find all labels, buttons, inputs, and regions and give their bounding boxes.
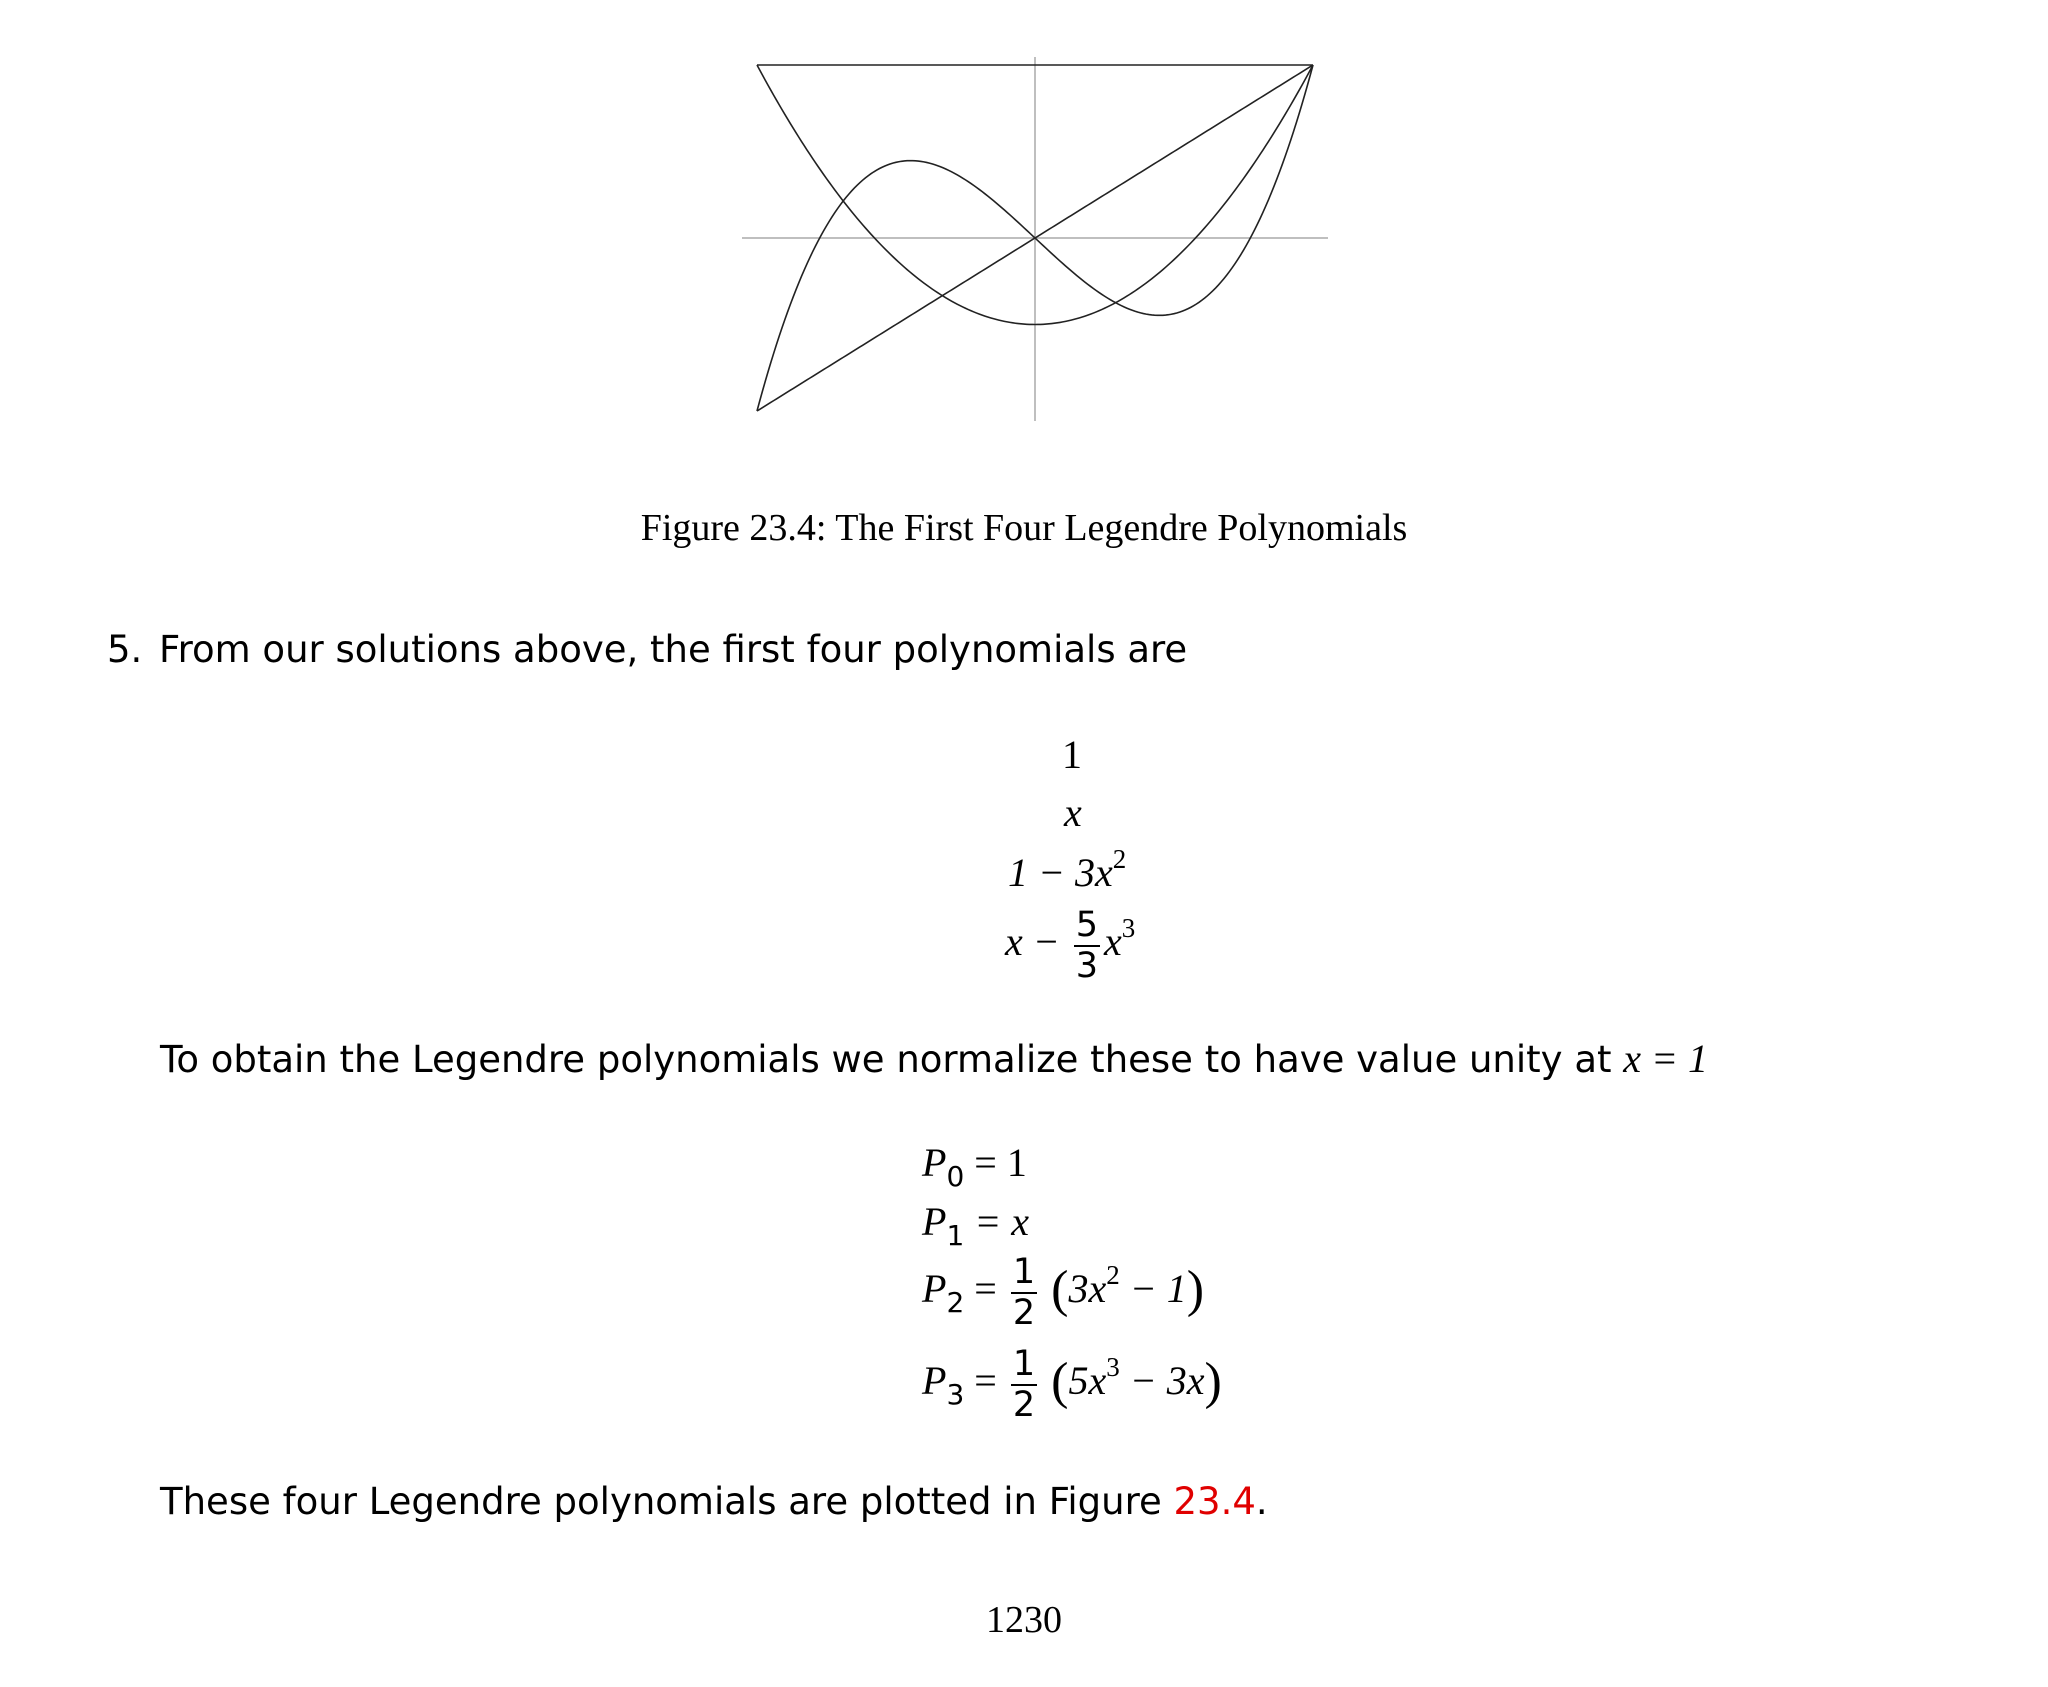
fraction-half: $\frac{1}{2}$: [1012, 1344, 1036, 1425]
legendre-figure: [737, 55, 1333, 425]
figure-caption: Figure 23.4: The First Four Legendre Polynomials: [640, 507, 1408, 549]
legendre-p0: $P_0 = 1$: [922, 1140, 1027, 1193]
solution-1: x: [1064, 790, 1082, 835]
fraction-half: $\frac{1}{2}$: [1012, 1252, 1036, 1333]
closing-paragraph: These four Legendre polynomials are plotted in Figure 23.4.: [160, 1480, 1268, 1523]
list-number: 5.: [107, 628, 143, 671]
solution-3: x − $\frac{5}{3}$ $x^3$: [1005, 905, 1136, 986]
normalize-math: x = 1: [1623, 1036, 1709, 1081]
solution-2: $1 - 3x^2$: [1008, 844, 1127, 895]
solution-0: 1: [1062, 732, 1082, 777]
list-text: From our solutions above, the first four polynomials are: [159, 628, 1188, 671]
normalize-paragraph: To obtain the Legendre polynomials we normalize these to have value unity at x = 1: [160, 1036, 1709, 1081]
fraction: $\frac{5}{3}$: [1075, 905, 1099, 986]
legendre-p2: $P_2$ = $\frac{1}{2}$ $(3x^2 - 1)$: [922, 1252, 1205, 1333]
legendre-p1: $P_1 = x$: [922, 1199, 1030, 1252]
legendre-p3: $P_3$ = $\frac{1}{2}$ $(5x^3 - 3x)$: [922, 1344, 1222, 1425]
figure-reference-link[interactable]: 23.4: [1173, 1480, 1256, 1523]
list-item-5: [107, 628, 1187, 671]
page-number: 1230: [986, 1599, 1062, 1641]
